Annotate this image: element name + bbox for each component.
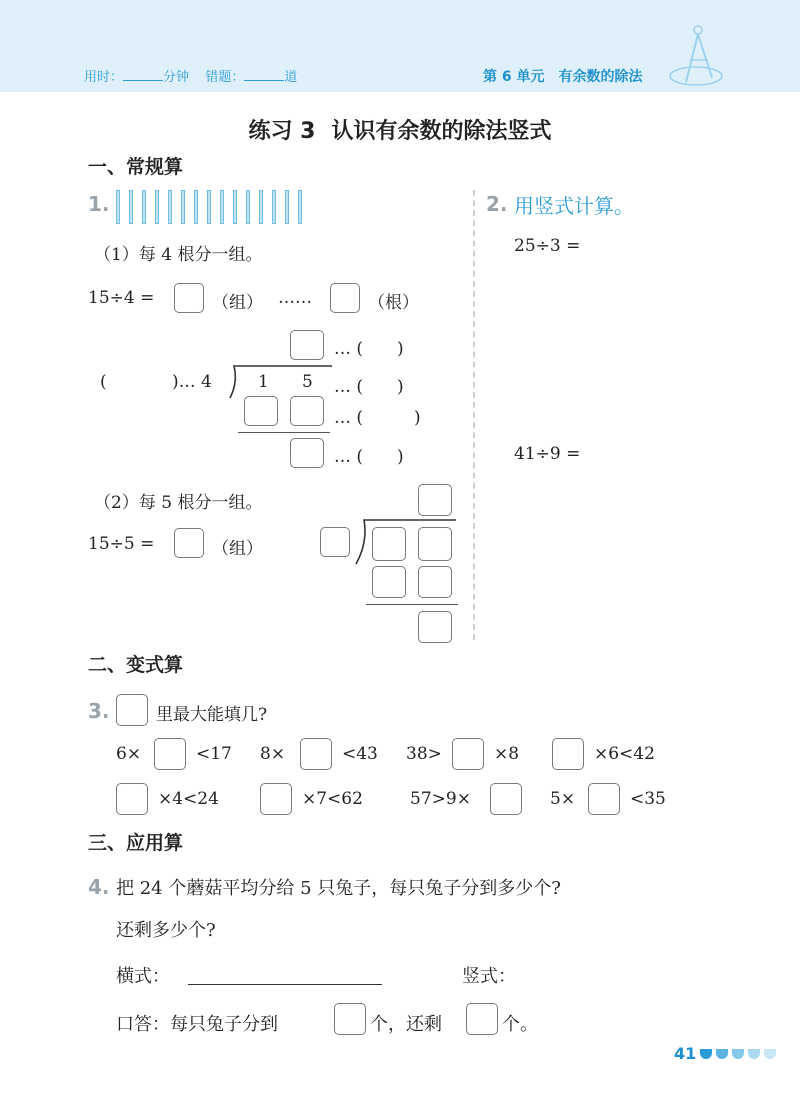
practice-number: 练习 3 <box>248 119 316 144</box>
counting-stick <box>259 190 263 224</box>
page-dot-1 <box>700 1049 712 1059</box>
unit-title: 第 6 单元 有余数的除法 <box>483 69 643 85</box>
part2-dividend-box-2[interactable] <box>418 527 452 561</box>
section-heading-2: 二、变式算 <box>88 654 184 676</box>
answer-box-remaining[interactable] <box>466 1003 498 1035</box>
counting-stick <box>168 190 172 224</box>
q3-r2-text-1: ×4<24 <box>158 789 219 809</box>
q1-part1-label: （1）每 4 根分一组。 <box>94 245 263 265</box>
page-dot-2 <box>716 1049 728 1059</box>
column-divider <box>473 190 475 640</box>
horizontal-answer-line[interactable] <box>188 984 382 985</box>
q2-expression-2: 41÷9 = <box>514 444 581 464</box>
part2-quotient-box[interactable] <box>174 528 204 558</box>
longdiv-note-remainder: … ( ) <box>334 447 404 467</box>
longdiv-rule <box>238 432 330 433</box>
longdiv-note-quotient: … ( ) <box>334 339 404 359</box>
q1-part1-equation: 15÷4 = <box>88 288 155 308</box>
q3-r1-text-1: 6× <box>116 744 142 764</box>
stick-unit: （根） <box>368 293 419 313</box>
q3-r2-box-2[interactable] <box>260 783 292 815</box>
q3-r1-box-3[interactable] <box>452 738 484 770</box>
time-blank[interactable] <box>123 68 163 81</box>
section-heading-1: 一、常规算 <box>88 156 184 178</box>
longdiv-left-close: )… 4 <box>172 372 212 392</box>
counting-stick <box>116 190 120 224</box>
answer-mid: 个，还剩 <box>370 1014 442 1035</box>
counting-stick <box>207 190 211 224</box>
question-number-1: 1. <box>88 192 110 216</box>
time-errors-line <box>84 66 297 85</box>
time-label: 用时： <box>84 70 124 85</box>
q3-r1-text-3: 8× <box>260 744 286 764</box>
q2-instruction: 用竖式计算。 <box>514 194 634 218</box>
part2-product-box-1[interactable] <box>372 566 406 598</box>
part2-group-unit: （组） <box>212 539 263 559</box>
division-bracket <box>226 364 336 398</box>
q2-expression-1: 25÷3 = <box>514 236 581 256</box>
q3-r2-box-1[interactable] <box>116 783 148 815</box>
q3-r1-text-2: <17 <box>196 744 232 764</box>
longdiv-remainder-box[interactable] <box>290 438 324 468</box>
q3-r1-box-1[interactable] <box>154 738 186 770</box>
longdiv-note-product: … ( ) <box>334 408 421 428</box>
q3-r2-box-3[interactable] <box>490 783 522 815</box>
page-title <box>0 114 800 145</box>
compass-icon <box>668 20 728 90</box>
q3-r2-text-3: 57>9× <box>410 789 471 809</box>
counting-stick <box>194 190 198 224</box>
page-number: 41 <box>674 1044 697 1063</box>
part2-longdiv-rule <box>366 604 458 605</box>
q3-r1-box-2[interactable] <box>300 738 332 770</box>
errors-label: 错题： <box>205 70 245 85</box>
question-number-4: 4. <box>88 875 110 899</box>
errors-blank[interactable] <box>244 68 284 81</box>
longdiv-left-open: ( <box>100 372 107 392</box>
answer-prefix: 口答：每只兔子分到 <box>116 1014 278 1035</box>
product-box-1[interactable] <box>244 396 278 426</box>
counting-stick <box>181 190 185 224</box>
counting-stick <box>142 190 146 224</box>
question-number-2: 2. <box>486 192 508 216</box>
longdiv-note-dividend: … ( ) <box>334 377 404 397</box>
horizontal-label: 横式： <box>116 966 170 987</box>
part2-remainder-box[interactable] <box>418 611 452 643</box>
counting-stick <box>233 190 237 224</box>
counting-stick <box>246 190 250 224</box>
page-dot-3 <box>732 1049 744 1059</box>
errors-unit: 道 <box>284 70 298 85</box>
q3-r1-text-7: ×6<42 <box>594 744 655 764</box>
q3-r2-text-2: ×7<62 <box>302 789 363 809</box>
counting-stick <box>285 190 289 224</box>
q3-r1-box-4[interactable] <box>552 738 584 770</box>
q3-r1-text-6: ×8 <box>494 744 520 764</box>
group-unit: （组） <box>212 293 263 313</box>
counting-stick <box>220 190 224 224</box>
q3-r1-text-4: <43 <box>342 744 378 764</box>
remainder-ellipsis: …… <box>278 288 312 308</box>
page-dot-4 <box>748 1049 760 1059</box>
question-number-3: 3. <box>88 699 110 723</box>
practice-topic: 认识有余数的除法竖式 <box>331 119 552 144</box>
counting-stick <box>129 190 133 224</box>
section-heading-3: 三、应用算 <box>88 832 184 854</box>
q3-r1-text-5: 38> <box>406 744 442 764</box>
part2-dividend-box-1[interactable] <box>372 527 406 561</box>
part2-divisor-box[interactable] <box>320 527 350 557</box>
q1-part2-equation: 15÷5 = <box>88 534 155 554</box>
counting-stick <box>272 190 276 224</box>
vertical-label: 竖式： <box>462 966 516 987</box>
quotient-box[interactable] <box>174 283 204 313</box>
part2-longdiv-quotient-box[interactable] <box>418 484 452 516</box>
q3-r2-text-4: 5× <box>550 789 576 809</box>
part2-product-box-2[interactable] <box>418 566 452 598</box>
counting-stick <box>155 190 159 224</box>
answer-suffix: 个。 <box>502 1014 538 1035</box>
longdiv-quotient-box[interactable] <box>290 330 324 360</box>
q3-r2-box-4[interactable] <box>588 783 620 815</box>
remainder-box[interactable] <box>330 283 360 313</box>
product-box-2[interactable] <box>290 396 324 426</box>
answer-box-each[interactable] <box>334 1003 366 1035</box>
q3-r2-text-5: <35 <box>630 789 666 809</box>
page-dot-5 <box>764 1049 776 1059</box>
q1-part2-label: （2）每 5 根分一组。 <box>94 493 263 513</box>
q3-instruction: 里最大能填几? <box>156 705 268 725</box>
counting-stick <box>298 190 302 224</box>
dividend-digit-1: 1 <box>258 372 269 392</box>
q4-line-1: 把 24 个蘑菇平均分给 5 只兔子，每只兔子分到多少个? <box>116 878 561 899</box>
q4-line-2: 还剩多少个? <box>116 920 216 941</box>
time-unit: 分钟 <box>163 70 190 85</box>
dividend-digit-2: 5 <box>302 372 313 392</box>
q3-box-sample <box>116 694 148 726</box>
